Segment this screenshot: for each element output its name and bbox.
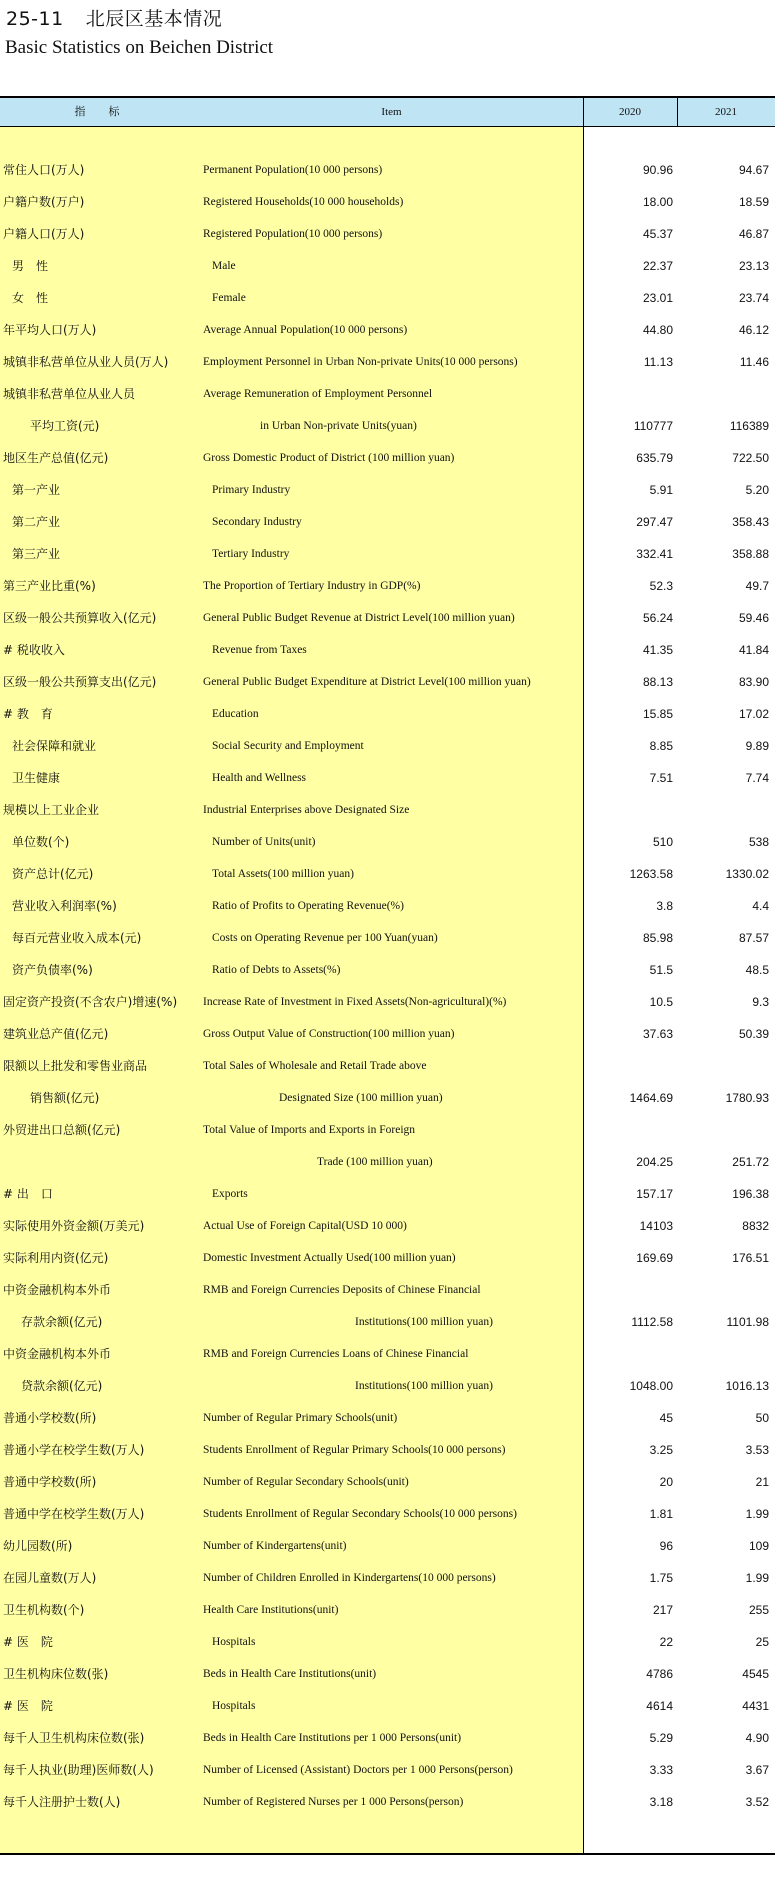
table-row — [0, 1242, 775, 1274]
table-row — [0, 442, 775, 474]
row-label-en: Registered Households(10 000 households) — [203, 196, 404, 208]
table-row — [0, 1562, 775, 1594]
row-label-en: Increase Rate of Investment in Fixed Assets(Non-agricultural)(%) — [203, 996, 507, 1008]
table-row — [0, 282, 775, 314]
value-2020: 45.37 — [642, 227, 673, 241]
table-row — [0, 762, 775, 794]
value-2021 — [677, 1274, 769, 1306]
value-2021: 11.46 — [739, 355, 769, 369]
table-row — [0, 954, 775, 986]
row-label-cn: 建筑业总产值(亿元) — [3, 1027, 109, 1041]
value-2021: 1780.93 — [725, 1091, 769, 1105]
table-row — [0, 986, 775, 1018]
value-2021: 358.88 — [732, 547, 769, 561]
table-row — [0, 410, 775, 442]
table-row — [0, 570, 775, 602]
value-2020: 23.01 — [642, 291, 673, 305]
value-2021: 4.4 — [752, 899, 769, 913]
value-2020: 169.69 — [636, 1251, 673, 1265]
row-label-cn: 销售额(亿元) — [30, 1091, 100, 1105]
table-row — [0, 634, 775, 666]
row-label-cn: # 医 院 — [3, 1635, 53, 1649]
header-item-en: Item — [381, 106, 402, 118]
row-label-cn: 普通小学校数(所) — [3, 1411, 97, 1425]
row-label-en: Gross Output Value of Construction(100 million yuan) — [203, 1028, 455, 1040]
row-label-en: Institutions(100 million yuan) — [355, 1380, 493, 1392]
value-2021 — [677, 794, 769, 826]
row-label-en: RMB and Foreign Currencies Loans of Chinese Financial — [203, 1348, 469, 1360]
header-indicator-cn: 指 标 — [74, 105, 126, 118]
value-2020: 1263.58 — [629, 867, 673, 881]
value-2021: 358.43 — [732, 515, 769, 529]
table-row — [0, 506, 775, 538]
table-row — [0, 250, 775, 282]
table-row — [0, 218, 775, 250]
value-2021 — [677, 1050, 769, 1082]
table-row — [0, 826, 775, 858]
row-label-en: Total Assets(100 million yuan) — [212, 868, 354, 880]
row-label-en: Tertiary Industry — [212, 548, 290, 560]
value-2020: 7.51 — [649, 771, 673, 785]
value-2020: 4786 — [646, 1667, 673, 1681]
value-2021: 538 — [748, 835, 769, 849]
row-label-cn: 户籍户数(万户) — [3, 195, 85, 209]
row-label-cn: 中资金融机构本外币 — [3, 1283, 112, 1297]
value-2020: 332.41 — [636, 547, 673, 561]
value-2020: 22.37 — [642, 259, 673, 273]
value-2020: 3.25 — [649, 1443, 673, 1457]
row-label-en: Students Enrollment of Regular Primary Schools(10 000 persons) — [203, 1444, 506, 1456]
table-row — [0, 1082, 775, 1114]
row-label-en: Secondary Industry — [212, 516, 302, 528]
row-label-cn: 区级一般公共预算收入(亿元) — [3, 611, 157, 625]
value-2020: 297.47 — [636, 515, 673, 529]
table-row — [0, 1370, 775, 1402]
row-label-en: Ratio of Profits to Operating Revenue(%) — [212, 900, 404, 912]
statistics-table — [0, 96, 775, 1855]
value-2021: 176.51 — [732, 1251, 769, 1265]
value-2021: 116389 — [729, 419, 769, 433]
table-row — [0, 1658, 775, 1690]
row-label-cn: 城镇非私营单位从业人员 — [3, 387, 136, 401]
row-label-cn: 城镇非私营单位从业人员(万人) — [3, 355, 169, 369]
column-divider-2 — [677, 98, 678, 127]
value-2021 — [677, 1114, 769, 1146]
row-label-en: Number of Licensed (Assistant) Doctors per 1 000 Persons(person) — [203, 1764, 513, 1776]
value-2021 — [677, 378, 769, 410]
row-label-en: RMB and Foreign Currencies Deposits of Chinese Financial — [203, 1284, 481, 1296]
row-label-en: Total Sales of Wholesale and Retail Trade above — [203, 1060, 427, 1072]
value-2020: 14103 — [639, 1219, 673, 1233]
table-row — [0, 1594, 775, 1626]
row-label-cn: 规模以上工业企业 — [3, 803, 100, 817]
row-label-en: Gross Domestic Product of District (100 million yuan) — [203, 452, 455, 464]
header-year-2021: 2021 — [715, 106, 737, 118]
value-2021: 1101.98 — [726, 1315, 769, 1329]
row-label-cn: 第一产业 — [12, 483, 61, 497]
row-label-en: Education — [212, 708, 259, 720]
row-label-en: Health Care Institutions(unit) — [203, 1604, 339, 1616]
value-2021: 49.7 — [745, 579, 769, 593]
value-2021: 3.52 — [745, 1795, 769, 1809]
table-row — [0, 1434, 775, 1466]
value-2020: 5.91 — [649, 483, 673, 497]
value-2021: 23.13 — [738, 259, 769, 273]
row-label-cn: 幼儿园数(所) — [3, 1539, 73, 1553]
table-row — [0, 1114, 775, 1146]
row-label-cn: 每百元营业收入成本(元) — [12, 931, 142, 945]
value-2020: 10.5 — [649, 995, 673, 1009]
value-2020: 217 — [652, 1603, 673, 1617]
value-2021: 94.67 — [738, 163, 769, 177]
value-2020: 1.81 — [649, 1507, 673, 1521]
row-label-cn: 在园儿童数(万人) — [3, 1571, 97, 1585]
table-row — [0, 1754, 775, 1786]
table-row — [0, 602, 775, 634]
table-row — [0, 154, 775, 186]
row-label-cn: 第二产业 — [12, 515, 61, 529]
row-label-en: Beds in Health Care Institutions per 1 000 Persons(unit) — [203, 1732, 462, 1744]
table-row — [0, 1146, 775, 1178]
row-label-en: Permanent Population(10 000 persons) — [203, 164, 383, 176]
row-label-cn: 男 性 — [12, 259, 49, 273]
row-label-cn: 每千人执业(助理)医师数(人) — [3, 1763, 154, 1777]
row-label-en: Hospitals — [212, 1700, 256, 1712]
table-row — [0, 1498, 775, 1530]
value-2020: 1048.00 — [629, 1379, 673, 1393]
value-2021: 1.99 — [745, 1507, 769, 1521]
value-2021: 50 — [755, 1411, 769, 1425]
row-label-cn: 每千人注册护士数(人) — [3, 1795, 121, 1809]
row-label-cn: 中资金融机构本外币 — [3, 1347, 112, 1361]
row-label-cn: 社会保障和就业 — [12, 739, 97, 753]
row-label-cn: 地区生产总值(亿元) — [3, 451, 109, 465]
table-row — [0, 1338, 775, 1370]
value-2020 — [583, 1274, 673, 1306]
row-label-en: Total Value of Imports and Exports in Foreign — [203, 1124, 416, 1136]
row-label-en: Social Security and Employment — [212, 740, 364, 752]
row-label-cn: 第三产业比重(%) — [3, 579, 96, 593]
row-label-cn: # 教 育 — [3, 707, 53, 721]
value-2020: 20 — [659, 1475, 673, 1489]
row-label-cn: 第三产业 — [12, 547, 61, 561]
value-2020: 635.79 — [636, 451, 673, 465]
value-2021: 46.87 — [738, 227, 769, 241]
row-label-en: Health and Wellness — [212, 772, 307, 784]
row-label-cn: 限额以上批发和零售业商品 — [3, 1059, 148, 1073]
row-label-en: Costs on Operating Revenue per 100 Yuan(yuan) — [212, 932, 438, 944]
value-2020: 45 — [659, 1411, 673, 1425]
row-label-en: Number of Kindergartens(unit) — [203, 1540, 347, 1552]
row-label-cn: # 医 院 — [3, 1699, 53, 1713]
row-label-en: Number of Regular Secondary Schools(unit) — [203, 1476, 409, 1488]
value-2021: 109 — [748, 1539, 769, 1553]
table-row — [0, 1018, 775, 1050]
value-2020: 85.98 — [642, 931, 673, 945]
row-label-en: General Public Budget Revenue at District Level(100 million yuan) — [203, 612, 515, 624]
table-row — [0, 1210, 775, 1242]
value-2020: 37.63 — [642, 1027, 673, 1041]
value-2021: 23.74 — [738, 291, 769, 305]
value-2021: 3.53 — [745, 1443, 769, 1457]
table-title-cn-text: 北辰区基本情况 — [85, 8, 223, 30]
row-label-cn: 卫生机构数(个) — [3, 1603, 85, 1617]
table-row — [0, 1178, 775, 1210]
value-2021: 5.20 — [745, 483, 769, 497]
value-2021: 7.74 — [745, 771, 769, 785]
value-2021: 50.39 — [738, 1027, 769, 1041]
value-2020: 1.75 — [649, 1571, 673, 1585]
row-label-en: Employment Personnel in Urban Non-private Units(10 000 persons) — [203, 356, 518, 368]
row-label-en: Exports — [212, 1188, 248, 1200]
table-row — [0, 1530, 775, 1562]
value-2020: 8.85 — [649, 739, 673, 753]
row-label-en: General Public Budget Expenditure at District Level(100 million yuan) — [203, 676, 531, 688]
value-2020: 110777 — [633, 419, 673, 433]
row-label-en: Number of Registered Nurses per 1 000 Persons(person) — [203, 1796, 464, 1808]
value-2020: 44.80 — [642, 323, 673, 337]
value-2020 — [583, 1338, 673, 1370]
table-row — [0, 1786, 775, 1818]
row-label-cn: 实际使用外资金额(万美元) — [3, 1219, 145, 1233]
table-row — [0, 1690, 775, 1722]
value-2021: 25 — [755, 1635, 769, 1649]
value-2020: 96 — [659, 1539, 673, 1553]
value-2020: 90.96 — [642, 163, 673, 177]
table-row — [0, 1402, 775, 1434]
value-2020: 3.33 — [649, 1763, 673, 1777]
value-2021: 255 — [748, 1603, 769, 1617]
value-2020: 52.3 — [649, 579, 673, 593]
value-2021: 48.5 — [745, 963, 769, 977]
table-row — [0, 314, 775, 346]
value-2020: 56.24 — [642, 611, 673, 625]
row-label-en: Number of Units(unit) — [212, 836, 316, 848]
row-label-cn: 每千人卫生机构床位数(张) — [3, 1731, 145, 1745]
value-2021: 21 — [755, 1475, 769, 1489]
row-label-en: The Proportion of Tertiary Industry in GDP(%) — [203, 580, 421, 592]
value-2020: 4614 — [646, 1699, 673, 1713]
row-label-en: Domestic Investment Actually Used(100 million yuan) — [203, 1252, 456, 1264]
table-row — [0, 730, 775, 762]
row-label-en: in Urban Non-private Units(yuan) — [260, 420, 417, 432]
table-row — [0, 858, 775, 890]
value-2021: 4545 — [742, 1667, 769, 1681]
value-2020: 3.8 — [656, 899, 673, 913]
row-label-cn: # 税收收入 — [3, 643, 65, 657]
header-year-2020: 2020 — [619, 106, 641, 118]
table-row — [0, 922, 775, 954]
value-2020: 11.13 — [643, 355, 673, 369]
table-row — [0, 346, 775, 378]
table-row — [0, 538, 775, 570]
value-2020: 22 — [659, 1635, 673, 1649]
value-2021: 59.46 — [738, 611, 769, 625]
row-label-en: Average Annual Population(10 000 persons) — [203, 324, 408, 336]
value-2021: 722.50 — [732, 451, 769, 465]
value-2021: 4.90 — [745, 1731, 769, 1745]
row-label-en: Average Remuneration of Employment Personnel — [203, 388, 433, 400]
table-row — [0, 186, 775, 218]
table-row — [0, 1466, 775, 1498]
table-row — [0, 1722, 775, 1754]
row-label-cn: 固定资产投资(不含农户)增速(%) — [3, 995, 178, 1009]
value-2021: 1.99 — [745, 1571, 769, 1585]
table-row — [0, 474, 775, 506]
row-label-cn: 实际利用内资(亿元) — [3, 1251, 109, 1265]
value-2021: 251.72 — [732, 1155, 769, 1169]
row-label-cn: 外贸进出口总额(亿元) — [3, 1123, 121, 1137]
value-2021: 3.67 — [745, 1763, 769, 1777]
row-label-cn: 单位数(个) — [12, 835, 70, 849]
row-label-en: Ratio of Debts to Assets(%) — [212, 964, 341, 976]
row-label-en: Students Enrollment of Regular Secondary Schools(10 000 persons) — [203, 1508, 517, 1520]
row-label-cn: 常住人口(万人) — [3, 163, 85, 177]
row-label-cn: 区级一般公共预算支出(亿元) — [3, 675, 157, 689]
value-2020 — [583, 378, 673, 410]
value-2020: 157.17 — [636, 1187, 673, 1201]
value-2020 — [583, 1050, 673, 1082]
row-label-cn: 贷款余额(亿元) — [21, 1379, 103, 1393]
row-label-en: Trade (100 million yuan) — [317, 1156, 433, 1168]
table-row — [0, 1306, 775, 1338]
value-2021: 41.84 — [738, 643, 769, 657]
row-label-en: Industrial Enterprises above Designated Size — [203, 804, 410, 816]
table-title-cn — [6, 4, 222, 31]
value-2020: 41.35 — [642, 643, 673, 657]
table-title-en: Basic Statistics on Beichen District — [5, 37, 274, 58]
row-label-cn: 存款余额(亿元) — [21, 1315, 103, 1329]
value-2021: 8832 — [742, 1219, 769, 1233]
row-label-en: Female — [212, 292, 246, 304]
row-label-en: Institutions(100 million yuan) — [355, 1316, 493, 1328]
value-2020: 5.29 — [649, 1731, 673, 1745]
row-label-cn: 卫生机构床位数(张) — [3, 1667, 109, 1681]
value-2021: 83.90 — [738, 675, 769, 689]
table-row — [0, 1274, 775, 1306]
row-label-cn: 普通中学在校学生数(万人) — [3, 1507, 145, 1521]
row-label-en: Number of Regular Primary Schools(unit) — [203, 1412, 398, 1424]
row-label-cn: 卫生健康 — [12, 771, 61, 785]
row-label-cn: 普通中学校数(所) — [3, 1475, 97, 1489]
value-2021: 9.3 — [752, 995, 769, 1009]
row-label-en: Hospitals — [212, 1636, 256, 1648]
value-2021: 1330.02 — [725, 867, 769, 881]
table-row — [0, 794, 775, 826]
row-label-en: Beds in Health Care Institutions(unit) — [203, 1668, 377, 1680]
value-2020: 88.13 — [642, 675, 673, 689]
value-2020: 3.18 — [649, 1795, 673, 1809]
row-label-cn: 户籍人口(万人) — [3, 227, 85, 241]
row-label-cn: 资产负债率(%) — [12, 963, 93, 977]
value-2021: 46.12 — [738, 323, 769, 337]
table-row — [0, 698, 775, 730]
table-row — [0, 1050, 775, 1082]
row-label-en: Registered Population(10 000 persons) — [203, 228, 383, 240]
value-2021: 196.38 — [732, 1187, 769, 1201]
value-2021: 4431 — [742, 1699, 769, 1713]
row-label-en: Number of Children Enrolled in Kindergartens(10 000 persons) — [203, 1572, 496, 1584]
row-label-en: Primary Industry — [212, 484, 291, 496]
value-2020 — [583, 1114, 673, 1146]
value-2021: 87.57 — [738, 931, 769, 945]
table-row — [0, 378, 775, 410]
value-2020: 1464.69 — [629, 1091, 673, 1105]
value-2021: 1016.13 — [725, 1379, 769, 1393]
row-label-cn: 女 性 — [12, 291, 49, 305]
row-label-cn: # 出 口 — [3, 1187, 53, 1201]
value-2021: 17.02 — [738, 707, 769, 721]
value-2020: 18.00 — [642, 195, 673, 209]
value-2020: 1112.58 — [631, 1315, 673, 1329]
row-label-cn: 营业收入利润率(%) — [12, 899, 117, 913]
value-2021 — [677, 1338, 769, 1370]
row-label-en: Male — [212, 260, 236, 272]
table-row — [0, 666, 775, 698]
value-2020: 51.5 — [649, 963, 673, 977]
value-2020: 15.85 — [642, 707, 673, 721]
table-number: 25-11 — [6, 8, 64, 30]
row-label-cn: 年平均人口(万人) — [3, 323, 97, 337]
value-2021: 18.59 — [738, 195, 769, 209]
value-2020: 510 — [652, 835, 673, 849]
row-label-en: Actual Use of Foreign Capital(USD 10 000) — [203, 1220, 407, 1232]
row-label-en: Revenue from Taxes — [212, 644, 307, 656]
value-2020: 204.25 — [636, 1155, 673, 1169]
table-bottom-rule — [0, 1853, 775, 1855]
row-label-cn: 资产总计(亿元) — [12, 867, 94, 881]
value-2020 — [583, 794, 673, 826]
row-label-cn: 平均工资(元) — [30, 419, 100, 433]
value-2021: 9.89 — [745, 739, 769, 753]
row-label-en: Designated Size (100 million yuan) — [279, 1092, 443, 1104]
table-row — [0, 890, 775, 922]
table-row — [0, 1626, 775, 1658]
row-label-cn: 普通小学在校学生数(万人) — [3, 1443, 145, 1457]
